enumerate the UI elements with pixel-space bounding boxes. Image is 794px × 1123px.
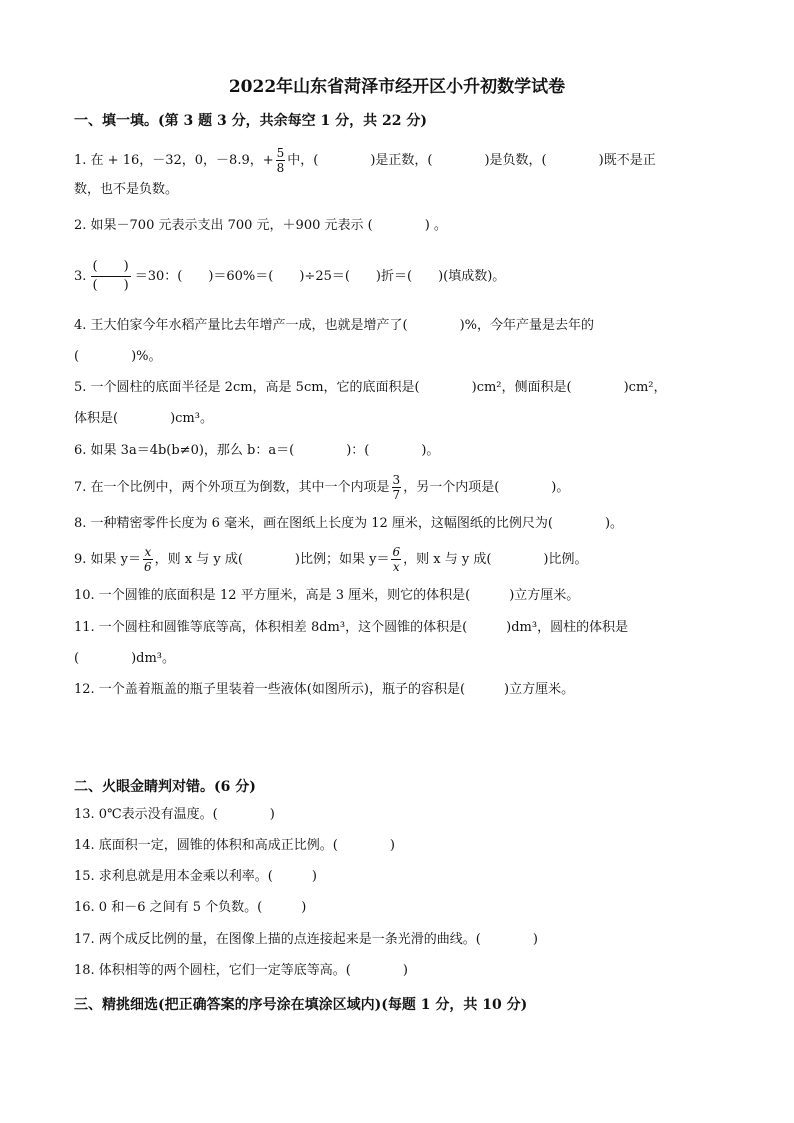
question-3: 3. $\frac{( )}{( )}$ ＝30：( )＝60%＝( )÷25＝( )折＝( )(填成数)。 [74,259,506,293]
question-16: 16. 0 和－6 之间有 5 个负数。( ) [74,900,307,915]
question-11-line2: ( )dm³。 [74,651,176,666]
question-5-line2: 体积是( )cm³。 [74,411,213,426]
section2-heading: 二、火眼金睛判对错。(6 分) [74,779,256,795]
fraction-6-x: $\frac{6}{x}$ [392,545,401,574]
question-17: 17. 两个成反比例的量，在图像上描的点连接起来是一条光滑的曲线。( ) [74,932,538,947]
question-1-cont: 数，也不是负数。 [74,182,179,197]
question-4-line1: 4. 王大伯家今年水稻产量比去年增产一成，也就是增产了( )%，今年产量是去年的 [74,318,595,333]
page-title: 2022年山东省菏泽市经开区小升初数学试卷 [228,77,566,97]
question-10: 10. 一个圆锥的底面积是 12 平方厘米，高是 3 厘米，则它的体积是( )立方厘米。 [74,588,580,603]
fraction-5-8: $\frac{5}{8}$ [276,146,285,175]
question-11-line1: 11. 一个圆柱和圆锥等底等高，体积相差 8dm³，这个圆锥的体积是( )dm³，圆柱的体积是 [74,620,629,635]
question-14: 14. 底面积一定，圆锥的体积和高成正比例。( ) [74,838,395,853]
question-1: 1. 在 + 16，－32，0，－8.9，+ $\frac{5}{8}$ 中，( )是正数，( )是负数，( )既不是正 [74,146,656,175]
fraction-x-6: $\frac{x}{6}$ [144,545,152,574]
question-12: 12. 一个盖着瓶盖的瓶子里装着一些液体(如图所示)，瓶子的容积是( )立方厘米。 [74,682,575,697]
question-4-line2: ( )%。 [74,349,162,364]
question-5-line1: 5. 一个圆柱的底面半径是 2cm，高是 5cm，它的底面积是( )cm²，侧面积是( )cm²， [74,380,667,395]
question-6: 6. 如果 3a＝4b(b≠0)，那么 b：a＝( )：( )。 [74,443,440,458]
section1-heading: 一、填一填。(第 3 题 3 分，共余每空 1 分，共 22 分) [74,113,427,129]
question-15: 15. 求利息就是用本金乘以利率。( ) [74,869,317,884]
question-2: 2. 如果－700 元表示支出 700 元，＋900 元表示 ( ) 。 [74,218,447,233]
question-7: 7. 在一个比例中，两个外项互为倒数，其中一个内项是 $\frac{3}{7}$ ，另一个内项是( )。 [74,473,570,502]
question-8: 8. 一种精密零件长度为 6 毫米，画在图纸上长度为 12 厘米，这幅图纸的比例尺为( )。 [74,516,624,531]
blank-fraction: $\frac{( )}{( )}$ [92,259,129,293]
question-9: 9. 如果 y＝ $\frac{x}{6}$ ，则 x 与 y 成( )比例；如果 y＝ $\frac{6}{x}$ ，则 x 与 y 成( )比例。 [74,545,588,574]
section3-heading: 三、精挑细选(把正确答案的序号涂在填涂区域内)(每题 1 分，共 10 分) [74,997,528,1013]
question-18: 18. 体积相等的两个圆柱，它们一定等底等高。( ) [74,963,408,978]
fraction-3-7: $\frac{3}{7}$ [392,473,401,502]
question-13: 13. 0℃表示没有温度。( ) [74,807,275,822]
